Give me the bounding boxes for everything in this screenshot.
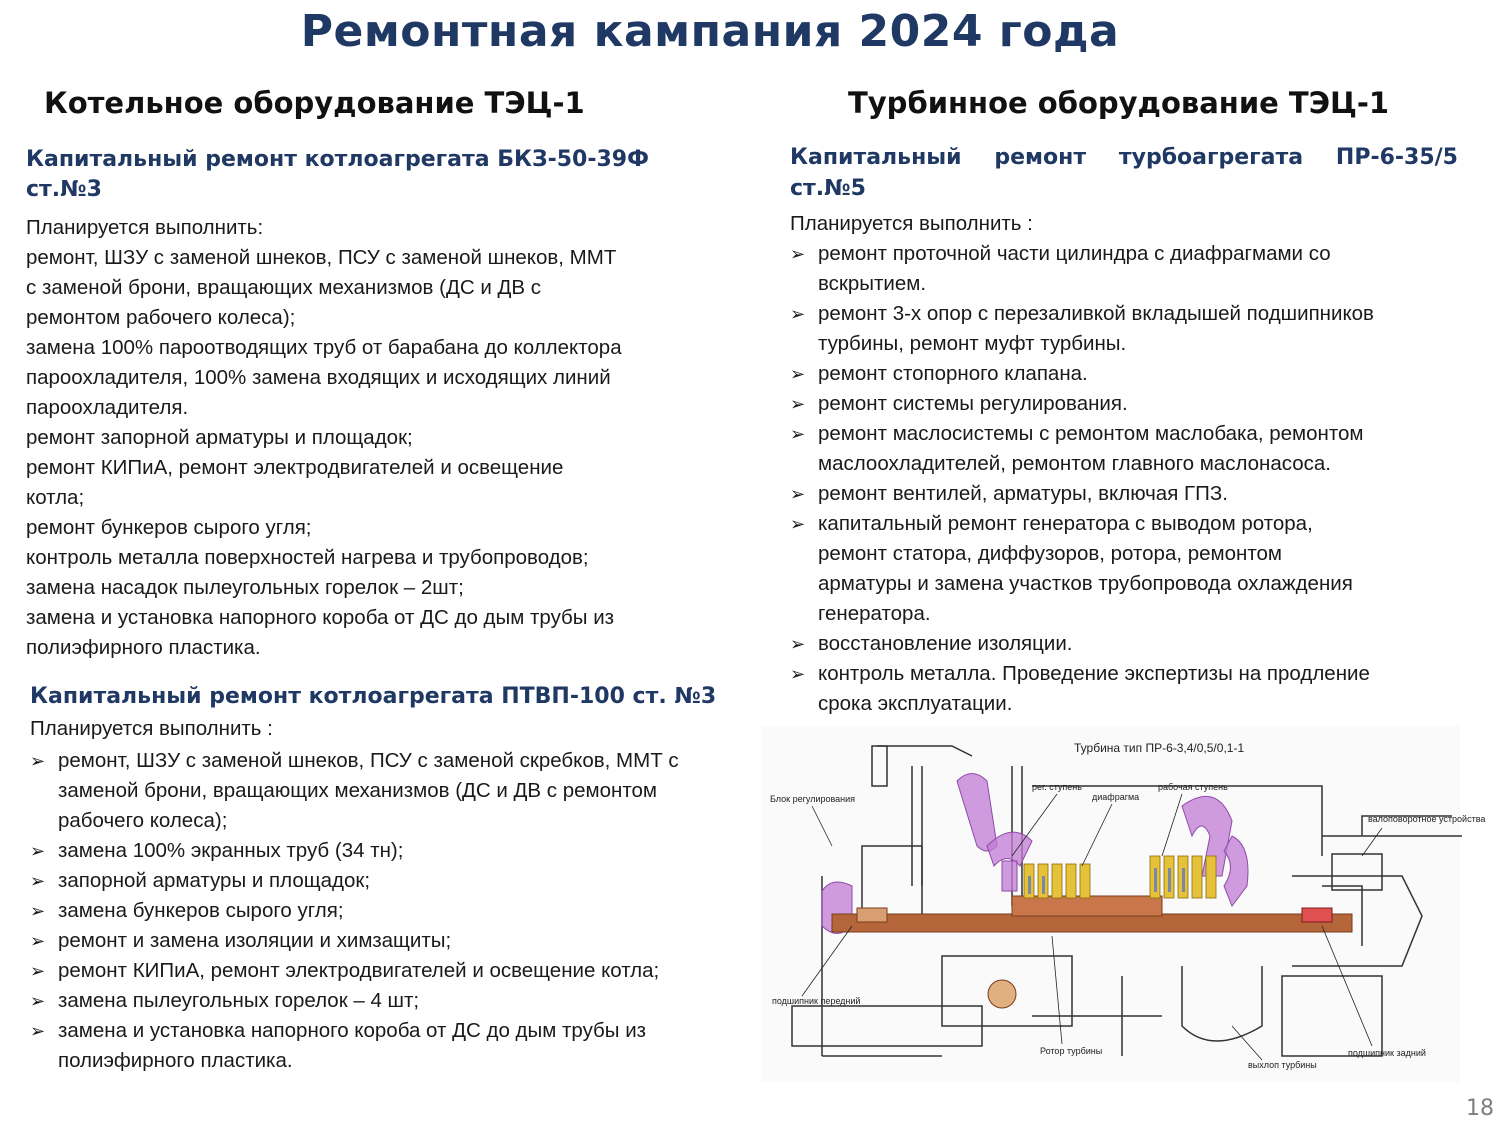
list-item-line: ремонт и замена изоляции и химзащиты; [58,929,452,952]
list-item [30,926,770,956]
boiler-section1-line: замена и установка напорного короба от ДС до дым трубы из [26,606,615,629]
boiler-section1-line: контроль металла поверхностей нагрева и трубопроводов; [26,546,589,569]
label-exhaust: выхлоп турбины [1248,1060,1317,1070]
turbine-section-title [790,143,1458,173]
list-item [790,299,1470,359]
bullet-arrow-icon: ➢ [30,871,46,891]
label-reg-stage: рег. ступень [1032,782,1082,792]
list-item-line: рабочего колеса); [58,809,228,832]
list-item [30,1016,770,1076]
list-item-line: ремонт КИПиА, ремонт электродвигателей и освещение котла; [58,959,660,982]
bullet-arrow-icon: ➢ [790,304,806,324]
list-item-line: ремонт 3-х опор с перезаливкой вкладышей подшипников [818,302,1374,325]
list-item-line: ремонт статора, диффузоров, ротора, ремонтом [818,542,1283,565]
list-item [790,359,1470,389]
boiler-section1-line: ремонт запорной арматуры и площадок; [26,426,413,449]
bullet-arrow-icon: ➢ [30,931,46,951]
list-item-line: ремонт стопорного клапана. [818,362,1088,385]
list-item [30,896,770,926]
oil-pump-shape [988,980,1016,1008]
list-item [790,479,1470,509]
list-item [30,746,770,836]
boiler-section1-title [26,145,649,205]
turbine-heading: Турбинное оборудование ТЭЦ-1 [848,86,1390,120]
list-item-line: полиэфирного пластика. [58,1049,293,1072]
boiler-section2-list [30,746,770,1076]
label-turning-gear: валоповоротное устройства [1368,814,1486,824]
list-item-line: ремонт системы регулирования. [818,392,1128,415]
turbine-section-list [790,239,1470,719]
turbine-section-title-line2: ст.№5 [790,176,866,201]
boiler-section1-line: полиэфирного пластика. [26,636,261,659]
label-rotor: Ротор турбины [1040,1046,1103,1056]
list-item-line: вскрытием. [818,272,927,295]
bullet-arrow-icon: ➢ [790,514,806,534]
bullet-arrow-icon: ➢ [30,751,46,771]
boiler-section1-line: пароохладителя. [26,396,189,419]
bullet-arrow-icon: ➢ [790,664,806,684]
boiler-section1-line: котла; [26,486,85,509]
label-front-bearing: подшипник передний [772,996,861,1006]
bullet-arrow-icon: ➢ [790,394,806,414]
list-item-line: маслоохладителей, ремонтом главного маслонасоса. [818,452,1332,475]
list-item [790,389,1470,419]
list-item-line: замена бункеров сырого угля; [58,899,344,922]
turbine-section-title-word: турбоагрегата [1118,145,1304,170]
bullet-arrow-icon: ➢ [30,841,46,861]
boiler-section1-line: замена 100% пароотводящих труб от барабана до коллектора [26,336,622,359]
boiler-section1-line: пароохладителя, 100% замена входящих и исходящих линий [26,366,611,389]
bullet-arrow-icon: ➢ [790,484,806,504]
front-bearing-shape [857,908,887,922]
list-item [790,419,1470,479]
list-item-line: замена и установка напорного короба от ДС до дым трубы из [58,1019,647,1042]
list-item-line: контроль металла. Проведение экспертизы на продление [818,662,1370,685]
list-item-line: восстановление изоляции. [818,632,1073,655]
bullet-arrow-icon: ➢ [790,244,806,264]
label-diaphragm: диафрагма [1092,792,1140,802]
list-item-line: ремонт вентилей, арматуры, включая ГПЗ. [818,482,1228,505]
boiler-section1-body [26,213,622,663]
bullet-arrow-icon: ➢ [30,901,46,921]
list-item [790,629,1470,659]
label-control-block: Блок регулирования [770,794,856,804]
list-item-line: замена 100% экранных труб (34 тн); [58,839,404,862]
list-item [30,836,770,866]
list-item-line: запорной арматуры и площадок; [58,869,371,892]
turbine-diagram [762,726,1486,1082]
list-item-line: срока эксплуатации. [818,692,1013,715]
boiler-section1-line: замена насадок пылеугольных горелок – 2шт; [26,576,464,599]
list-item [790,239,1470,299]
rotor-body [1012,896,1162,916]
list-item-line: ремонт проточной части цилиндра с диафрагмами со [818,242,1331,265]
list-item-line: арматуры и замена участков трубопровода охлаждения [818,572,1353,595]
turbine-section-title-word: Капитальный [790,145,962,170]
list-item-line: генератора. [818,602,931,625]
rear-bearing-shape [1302,908,1332,922]
list-item-line: ремонт маслосистемы с ремонтом маслобака, ремонтом [818,422,1364,445]
list-item [30,986,770,1016]
list-item-line: замена пылеугольных горелок – 4 шт; [58,989,420,1012]
label-rear-bearing: подшипник задний [1348,1048,1426,1058]
turbine-section-intro: Планируется выполнить : [790,212,1033,235]
boiler-section1-line: с заменой брони, вращающих механизмов (ДС и ДВ с [26,276,541,299]
boiler-section1-line: ремонт, ШЗУ с заменой шнеков, ПСУ с заменой шнеков, ММТ [26,246,617,269]
list-item [790,659,1470,719]
rotor-shaft [832,914,1352,932]
bullet-arrow-icon: ➢ [790,634,806,654]
list-item [30,866,770,896]
turbine-section-title-word: ПР-6-35/5 [1335,145,1458,170]
boiler-heading: Котельное оборудование ТЭЦ-1 [44,86,585,120]
boiler-section2-title: Капитальный ремонт котлоагрегата ПТВП-100 ст. №3 [30,684,717,709]
boiler-section1-title-line: ст.№3 [26,177,102,202]
boiler-section1-line: ремонт КИПиА, ремонт электродвигателей и освещение [26,456,564,479]
list-item [30,956,770,986]
page-number: 18 [1466,1096,1494,1121]
boiler-section1-line: ремонт бункеров сырого угля; [26,516,312,539]
turbine-section-title-word: ремонт [994,145,1087,170]
boiler-section1-line: Планируется выполнить: [26,216,264,239]
bullet-arrow-icon: ➢ [30,1021,46,1041]
bullet-arrow-icon: ➢ [30,991,46,1011]
list-item-line: ремонт, ШЗУ с заменой шнеков, ПСУ с заменой скребков, ММТ с [58,749,679,772]
bullet-arrow-icon: ➢ [790,424,806,444]
diagram-title: Турбина тип ПР-6-3,4/0,5/0,1-1 [1074,741,1245,755]
label-working-stage: рабочая ступень [1158,782,1228,792]
page-title: Ремонтная кампания 2024 года [300,6,1120,57]
boiler-section1-title-line: Капитальный ремонт котлоагрегата БКЗ-50-39Ф [26,147,649,172]
list-item [790,509,1470,629]
boiler-section2-intro: Планируется выполнить : [30,717,273,740]
list-item-line: капитальный ремонт генератора с выводом ротора, [818,512,1313,535]
bullet-arrow-icon: ➢ [30,961,46,981]
bullet-arrow-icon: ➢ [790,364,806,384]
list-item-line: заменой брони, вращающих механизмов (ДС и ДВ с ремонтом [58,779,658,802]
boiler-section1-line: ремонтом рабочего колеса); [26,306,296,329]
list-item-line: турбины, ремонт муфт турбины. [818,332,1127,355]
